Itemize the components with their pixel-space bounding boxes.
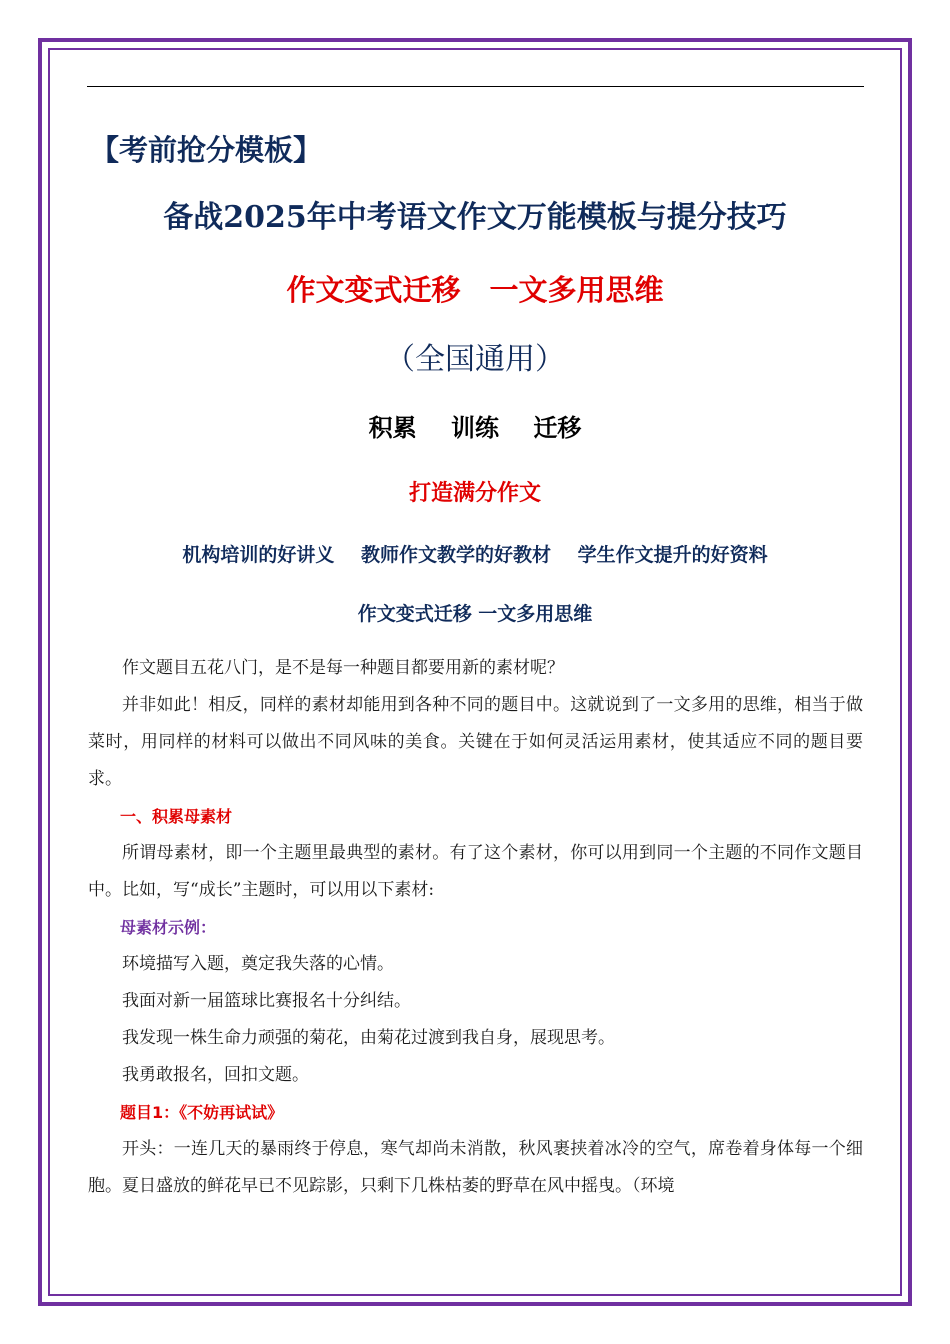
example-item: 环境描写入题，奠定我失落的心情。 [122,954,394,974]
section-title: 作文变式迁移 一文多用思维 [357,603,593,625]
intro-paragraph-2: 并非如此！相反，同样的素材却能用到各种不同的题目中。这就说到了一文多用的思维，相当于做菜时，用同样的材料可以做出不同风味的美食。关键在于如何灵活运用素材，使其适应不同的题目要求。 [88,695,863,789]
keyword-row [0,408,950,443]
banner-text: 打造满分作文 [408,481,541,506]
topic-heading-1: 题目1：《不妨再试试》 [120,1103,284,1122]
template-tag: 【考前抢分模板】 [90,133,323,167]
example-heading: 母素材示例： [120,918,217,937]
header-rule [87,86,864,87]
document-title: 备战2025年中考语文作文万能模板与提分技巧 [163,200,787,235]
keyword-transfer: 迁移 [533,414,582,442]
example-item: 我面对新一届篮球比赛报名十分纠结。 [122,991,411,1011]
slogan-1: 机构培训的好讲义 [182,544,335,566]
document-subtitle: 作文变式迁移 一文多用思维 [286,273,664,307]
intro-paragraph-1: 作文题目五花八门，是不是每一种题目都要用新的素材呢？ [122,658,564,678]
paragraph-mother-material: 所谓母素材，即一个主题里最典型的素材。有了这个素材，你可以用到同一个主题的不同作文题目中。比如，写“成长”主题时，可以用以下素材: [88,843,863,900]
example-item: 我发现一株生命力顽强的菊花，由菊花过渡到我自身，展现思考。 [122,1028,615,1048]
keyword-train: 训练 [451,414,499,442]
slogan-3: 学生作文提升的好资料 [577,544,768,566]
slogan-2: 教师作文教学的好教材 [360,544,551,566]
keyword-accumulate: 积累 [368,414,417,442]
example-item: 我勇敢报名，回扣文题。 [122,1065,309,1085]
scope-label: （全国通用） [385,342,565,377]
opening-paragraph: 开头：一连几天的暴雨终于停息，寒气却尚未消散，秋风裹挟着冰冷的空气，席卷着身体每一个细胞。夏日盛放的鲜花早已不见踪影，只剩下几株枯萎的野草在风中摇曳。（环境 [88,1139,863,1196]
slogan-row [0,540,950,567]
body-text [88,650,863,1205]
heading-accumulate: 一、积累母素材 [120,807,233,826]
